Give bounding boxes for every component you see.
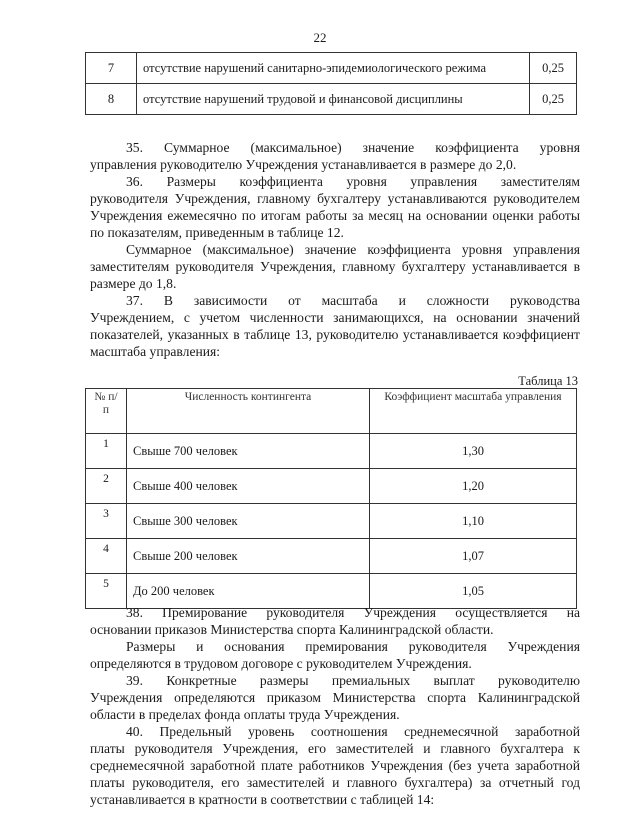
criterion-value: 0,25	[530, 53, 577, 84]
criterion-text: отсутствие нарушений санитарно-эпидемиологического режима	[137, 53, 530, 84]
paragraph-38b-rest: определяются в трудовом договоре с руководителем Учреждения.	[90, 656, 472, 671]
row-number: 3	[86, 504, 127, 539]
paragraph-38-rest: основании приказов Министерства спорта Калининградской области.	[90, 622, 494, 637]
row-number: 8	[86, 84, 137, 115]
page-number: 22	[313, 30, 327, 45]
paragraph-35-rest: управления руководителю Учреждения устанавливается в размере до 2,0.	[90, 157, 517, 172]
paragraph-36-line1: 36. Размеры коэффициента уровня управления заместителям	[126, 174, 580, 189]
contingent-size: До 200 человек	[127, 574, 370, 609]
header-number: № п/п	[86, 389, 127, 434]
table-row	[86, 504, 577, 539]
paragraph-37-line1: 37. В зависимости от масштаба и сложности руководства	[126, 293, 580, 308]
table-13-caption: Таблица 13	[518, 374, 578, 388]
table-row	[86, 539, 577, 574]
table-row	[86, 469, 577, 504]
paragraph-38b-line1: Размеры и основания премирования руководителя Учреждения	[126, 639, 580, 654]
contingent-size: Свыше 400 человек	[127, 469, 370, 504]
table-header-row	[86, 389, 577, 434]
paragraph-38-line1: 38. Премирование руководителя Учреждения осуществляется на	[126, 605, 580, 620]
paragraph-40-line1: 40. Предельный уровень соотношения среднемесячной заработной	[126, 724, 580, 739]
row-number: 5	[86, 574, 127, 609]
paragraph-39-rest: Учреждения определяются приказом Министерства спорта Калининградской области в пределах фонда оплаты труда Учреждения.	[90, 690, 580, 722]
coefficient-value: 1,05	[370, 574, 577, 609]
row-number: 4	[86, 539, 127, 574]
coefficient-value: 1,20	[370, 469, 577, 504]
coefficient-value: 1,10	[370, 504, 577, 539]
contingent-size: Свыше 700 человек	[127, 434, 370, 469]
contingent-size: Свыше 300 человек	[127, 504, 370, 539]
row-number: 2	[86, 469, 127, 504]
table-13	[85, 388, 577, 609]
header-contingent: Численность контингента	[127, 389, 370, 434]
table-row	[86, 434, 577, 469]
paragraph-39-line1: 39. Конкретные размеры премиальных выплат руководителю	[126, 673, 580, 688]
paragraph-35-line1: 35. Суммарное (максимальное) значение коэффициента уровня	[126, 140, 580, 155]
row-number: 7	[86, 53, 137, 84]
paragraph-36b-line1: Суммарное (максимальное) значение коэффициента уровня управления	[126, 242, 580, 257]
criteria-table-continuation	[85, 52, 577, 115]
paragraph-40-rest: платы руководителя Учреждения, его заместителей и главного бухгалтера к среднемесячной заработной плате работников Учреждения (без учета заработной платы руководителя, его заместителей и главного бухгалтера) за отчетный год устанавливается в кратности в соответствии с таблицей 14:	[90, 741, 580, 807]
criterion-text: отсутствие нарушений трудовой и финансовой дисциплины	[137, 84, 530, 115]
table-row	[86, 84, 577, 115]
coefficient-value: 1,30	[370, 434, 577, 469]
table-row	[86, 53, 577, 84]
text-block-paragraphs-38-40	[90, 604, 580, 808]
paragraph-36b-rest: заместителям руководителя Учреждения, главному бухгалтеру устанавливается в размере до 1,8.	[90, 259, 580, 291]
contingent-size: Свыше 200 человек	[127, 539, 370, 574]
paragraph-37-rest: Учреждением, с учетом численности занимающихся, на основании значений показателей, указанных в таблице 13, руководителю устанавливается коэффициент масштаба управления:	[90, 310, 580, 359]
coefficient-value: 1,07	[370, 539, 577, 574]
text-block-paragraphs-35-37	[90, 139, 580, 360]
paragraph-36-rest: руководителя Учреждения, главному бухгалтеру устанавливаются руководителем Учреждения ежемесячно по итогам работы за месяц на основании оценки работы по показателям, приведенным в таблице 12.	[90, 191, 580, 240]
row-number: 1	[86, 434, 127, 469]
header-coefficient: Коэффициент масштаба управления	[370, 389, 577, 434]
criterion-value: 0,25	[530, 84, 577, 115]
